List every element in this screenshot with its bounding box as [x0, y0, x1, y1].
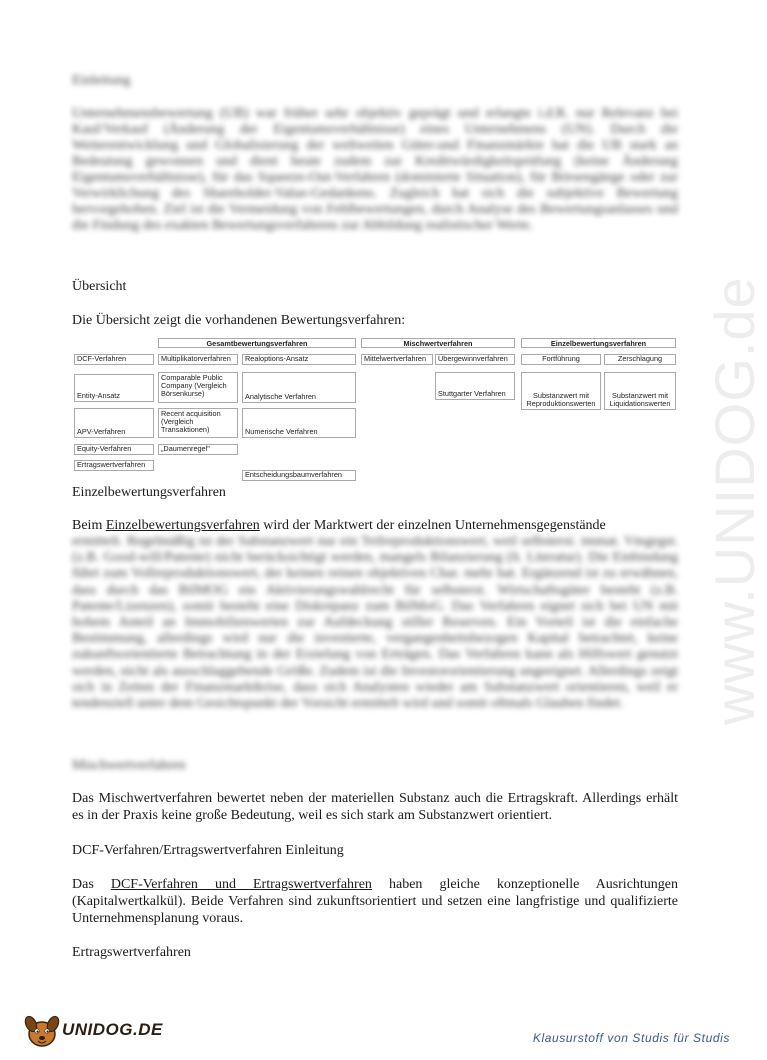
heading-uebersicht: Übersicht: [72, 279, 127, 294]
box-dcf-verfahren: DCF-Verfahren: [74, 354, 154, 365]
einzel-first-line: Beim Einzelbewertungsverfahren wird der Marktwert der einzelnen Unternehmensgegenstände: [72, 518, 606, 533]
box-numerische-verfahren: Numerische Verfahren: [242, 408, 356, 438]
box-fortfuehrung: Fortführung: [521, 354, 601, 365]
unidog-logo[interactable]: [22, 1010, 162, 1050]
box-zerschlagung: Zerschlagung: [604, 354, 676, 365]
heading-dcf: DCF-Verfahren/Ertragswertverfahren Einleitung: [72, 843, 344, 858]
box-recent-acquisition: Recent acquisition (Vergleich Transaktionen): [158, 408, 238, 438]
bewertungsverfahren-diagram: [72, 336, 678, 486]
paragraph-mischwert: Das Mischwertverfahren bewertet neben der materiellen Substanz auch die Ertragskraft. Allerdings erhält es in der Praxis keine große Bedeutung, weil es sich stark am Substanzwert orientiert.: [72, 791, 678, 824]
logo-text: UNIDOG.DE: [62, 1020, 163, 1039]
dcf-ertragswert-link[interactable]: DCF-Verfahren und Ertragswertverfahren: [110, 877, 372, 892]
paragraph-einzel-blurred: ermittelt. Regelmäßig ist der Substanzwert nur ein Teilreproduktionswert, weil selbsterst. immat. Vmgegst. (z.B. Good-will/Patente) nicht berücksichtigt werden, mangels Bilanzierung (lt. Literatur). Die Einbindung führt zum Vollreproduktionswert, der keinen reinen objektiven Char. mehr hat. Ergänzend ist zu erwähnen, dass durch das BilMOG ein Aktivierungswahlrecht für selbsterst. Wirtschaftsgüter besteht (z.B. Patente/Lizenzen), somit besteht eine Diskrepanz zum BilMoG. Das Verfahren eignet sich bei UN mit hohem Anteil an Immobilienwerten zur Aufdeckung stiller Reserven. Ein Vorteil ist die einfache Bestimmung, allerdings wird nur die investierte, vergangenheitsbezogen Kapital betrachtet, keine zukunftsorientierte Betrachtung in der Erzielung von Erträgen. Das Verfahren kann als Hilfswert genutzt werden, nicht als ausschlaggebende Größe. Zudem ist die Investororientierung ungeeignet. Allerdings zeigt sich in Zeiten der Finanzmarktkrise, dass sich Analysten wieder am Substanzwert orientieren, weil er tendenziell unter dem Gesichtspunkt der Vorsicht ermittelt wird und somit oftmals Glauben findet.: [72, 534, 678, 712]
box-stuttgarter-verfahren: Stuttgarter Verfahren: [435, 372, 515, 400]
header-mischwert: Mischwertverfahren: [361, 338, 515, 348]
box-ertragswertverfahren: Ertragswertverfahren: [74, 460, 154, 471]
header-einzelbewertung: Einzelbewertungsverfahren: [521, 338, 676, 348]
box-uebergewinnverfahren: Übergewinnverfahren: [435, 354, 515, 365]
heading-ertragswertverfahren: Ertragswertverfahren: [72, 945, 191, 960]
uebersicht-intro: Die Übersicht zeigt die vorhandenen Bewertungsverfahren:: [72, 313, 406, 328]
header-gesamtbewertung: Gesamtbewertungsverfahren: [158, 338, 356, 348]
box-substanzwert-liquidation: Substanzwert mit Liquidationswerten: [604, 372, 676, 410]
dog-icon: [22, 1010, 62, 1050]
box-realoptions-ansatz: Realoptions-Ansatz: [242, 354, 356, 365]
box-substanzwert-reproduktion: Substanzwert mit Reproduktionswerten: [521, 372, 601, 410]
box-comparable-public-company: Comparable Public Company (Vergleich Börsenkurse): [158, 372, 238, 403]
heading-einzelbewertungsverfahren: Einzelbewertungsverfahren: [72, 485, 226, 500]
paragraph-dcf: Das DCF-Verfahren und Ertragswertverfahren haben gleiche konzeptionelle Ausrichtungen (Kapitalwertkalkül). Beide Verfahren sind zukunftsorientiert und setzen eine langfristige und qualifizierte Unternehmensplanung voraus.: [72, 877, 679, 927]
paragraph-einleitung: Unternehmensbewertung (UB) war früher sehr objektiv geprägt und erlangte i.d.R. nur Relevanz bei Kauf/Verkauf (Änderung der Eigentumsverhältnisse) eines Unternehmens (UN). Durch die Weiterentwicklung und Globalisierung der weltweiten Güter-und Finanzmärkte hat die UB stark an Bedeutung gewonnen und dient heute zudem zur Kreditwürdigkeitsprüfung (keine Änderung Eigentumsverhältnisse), für das Squeeze-Out-Verfahren (dominierte Situation), für Börsengänge oder zur Verwirklichung des Shareholder-Value-Gedankens. Zugleich hat sich die subjektive Bewertung hervorgehoben. Ziel ist die Vermeidung von Fehlbewertungen, durch Analyse des Bewertungsanlasses und die Findung des exakten Bewertungsverfahrens zur Abbildung realistischer Werte.: [72, 106, 678, 233]
document-page: Einleitung Unternehmensbewertung (UB) war früher sehr objektiv geprägt und erlangte i.d.R. nur Relevanz bei Kauf/Verkauf (Änderung der Eigentumsverhältnisse) eines Unternehmens (UN). Durch die Weiterentwicklung und Globalisierung der weltweiten Güter-und Finanzmärkte hat die UB stark an Bedeutung gewonnen und dient heute zudem zur Kreditwürdigkeitsprüfung (keine Änderung Eigentumsverhältnisse), für das Squeeze-Out-Verfahren (dominierte Situation), für Börsengänge oder zur Verwirklichung des Shareholder-Value-Gedankens. Zugleich hat sich die subjektive Bewertung hervorgehoben. Ziel ist die Vermeidung von Fehlbewertungen, durch Analyse des Bewertungsanlasses und die Findung des exakten Bewertungsverfahrens zur Abbildung realistischer Werte. Übersicht Die Übersicht zeigt die vorhandenen Bewertungsverfahren: Gesamtbewertungsverfahren Mischwertverfahren Einzelbewertungsverfahren DCF-Verfahren Entity-Ansatz APV-Verfahren Equity-Verfahren Ertragswertverfahren Multiplikatorverfahren Comparable Public Company (Vergleich Börsenkurse) Recent acquisition (Vergleich Transaktionen) „Daumenregel" Realoptions-Ansatz Analytische Verfahren Numerische Verfahren Entscheidungsbaumverfahren Mittelwertverfahren Übergewinnverfahren Stuttgarter Verfahren Fortführung Zerschlagung Substanzwert mit Reproduktionswerten Substanzwert mit Liquidationswerten Einzelbewertungsverfahren Beim Einzelbewertungsverfahren wird der Marktwert der einzelnen Unternehmensgegenstände ermittelt. Regelmäßig ist der Substanzwert nur ein Teilreproduktionswert, weil selbsterst. immat. Vmgegst. (z.B. Good-will/Patente) nicht berücksichtigt werden, mangels Bilanzierung (lt. Literatur). Die Einbindung führt zum Vollreproduktionswert, der keinen reinen objektiven Char. mehr hat. Ergänzend ist zu erwähnen, dass durch das BilMOG ein Aktivierungswahlrecht für selbsterst. Wirtschaftsgüter besteht (z.B. Patente/Lizenzen), somit besteht eine Diskrepanz zum BilMoG. Das Verfahren eignet sich bei UN mit hohem Anteil an Immobilienwerten zur Aufdeckung stiller Reserven. Ein Vorteil ist die einfache Bestimmung, allerdings wird nur die investierte, vergangenheitsbezogen Kapital betrachtet, keine zukunftsorientierte Betrachtung in der Erzielung von Erträgen. Das Verfahren kann als Hilfswert genutzt werden, nicht als ausschlaggebende Größe. Zudem ist die Investororientierung ungeeignet. Allerdings zeigt sich in Zeiten der Finanzmarktkrise, dass sich Analysten wieder am Substanzwert orientieren, weil er tendenziell unter dem Gesichtspunkt der Vorsicht ermittelt wird und somit oftmals Glauben findet. Mischwertverfahren Das Mischwertverfahren bewertet neben der materiellen Substanz auch die Ertragskraft. Allerdings erhält es in der Praxis keine große Bedeutung, weil es sich stark am Substanzwert orientiert. DCF-Verfahren/Ertragswertverfahren Einleitung Das DCF-Verfahren und Ertragswertverfahren haben gleiche konzeptionelle Ausrichtungen (Kapitalwertkalkül). Beide Verfahren sind zukunftsorientiert und setzen eine langfristige und qualifizierte Unternehmensplanung voraus. Ertragswertverfahren www.UNIDOG.de UNIDOG.DE Klausurstoff von Studis für Studis: [0, 0, 750, 1060]
box-entity-ansatz: Entity-Ansatz: [74, 374, 154, 402]
box-entscheidungsbaumverfahren: Entscheidungsbaumverfahren: [242, 470, 356, 481]
box-equity-verfahren: Equity-Verfahren: [74, 444, 154, 455]
einzelbewertungsverfahren-link[interactable]: Einzelbewertungsverfahren: [105, 518, 260, 533]
box-mittelwertverfahren: Mittelwertverfahren: [361, 354, 433, 365]
box-daumenregel: „Daumenregel": [158, 444, 238, 455]
footer-slogan: Klausurstoff von Studis für Studis: [532, 1031, 730, 1045]
box-apv-verfahren: APV-Verfahren: [74, 408, 154, 438]
box-analytische-verfahren: Analytische Verfahren: [242, 372, 356, 403]
heading-einleitung: Einleitung: [72, 73, 131, 88]
box-multiplikatorverfahren: Multiplikatorverfahren: [158, 354, 238, 365]
heading-mischwertverfahren: Mischwertverfahren: [72, 758, 186, 773]
